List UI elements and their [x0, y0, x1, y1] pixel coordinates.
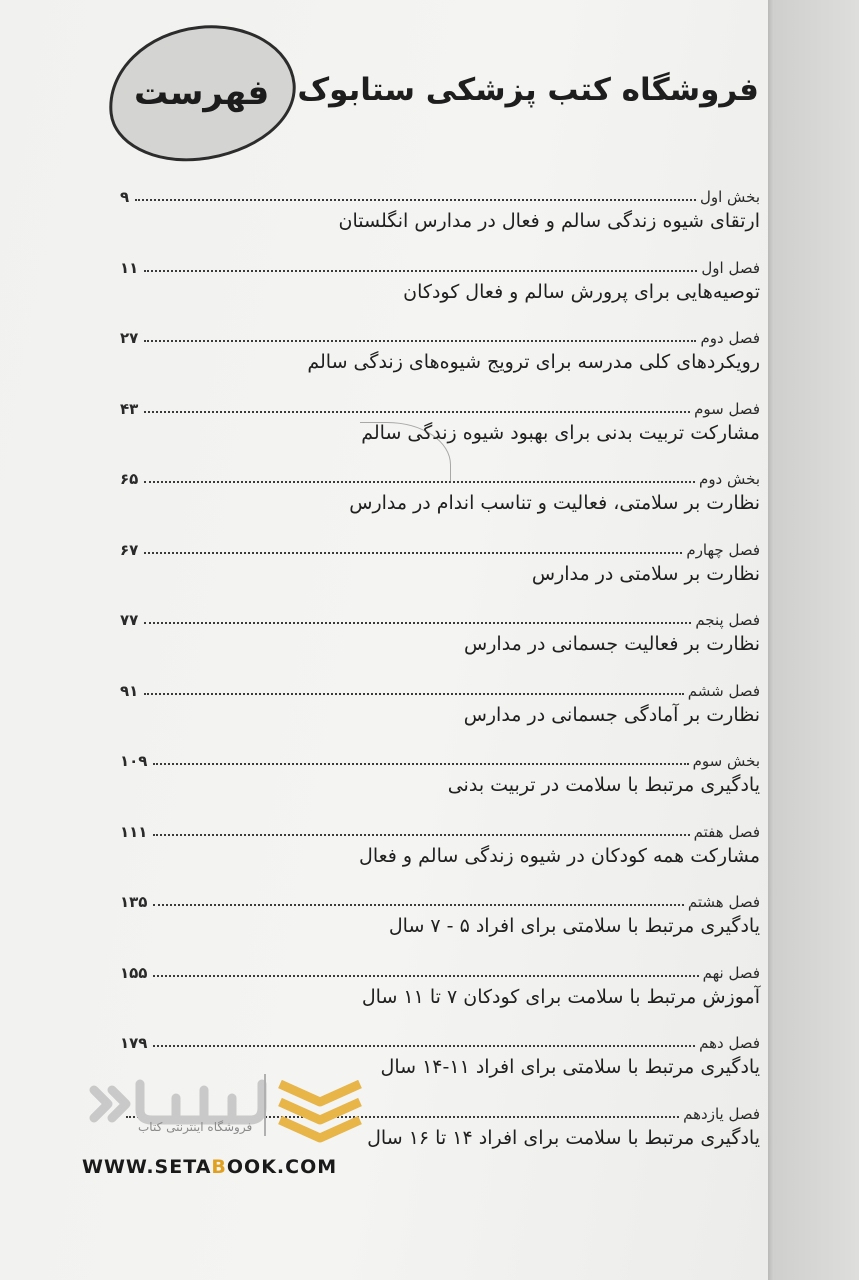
- toc-leader-line: [120, 321, 760, 347]
- dot-leader: [153, 904, 683, 906]
- stacked-books-icon: [274, 1074, 366, 1144]
- dot-leader: [144, 552, 682, 554]
- toc-title: یادگیری مرتبط با سلامتی برای افراد ۱۱-۱۴ سال: [380, 1056, 760, 1078]
- dot-leader: [153, 975, 698, 977]
- website-suffix: OOK.COM: [226, 1156, 338, 1178]
- toc-page-number: ۱۱: [120, 258, 139, 277]
- toc-entry: [120, 885, 760, 955]
- dot-leader: [144, 411, 690, 413]
- toc-entry: [120, 744, 760, 814]
- toc-leader-line: [120, 956, 760, 982]
- dot-leader: [153, 834, 689, 836]
- toc-page-number: ۷۷: [120, 611, 139, 629]
- toc-heading: بخش اول: [699, 188, 760, 206]
- dot-leader: [135, 199, 696, 201]
- toc-heading: فصل دوم: [700, 329, 760, 347]
- toc-title: مشارکت همه کودکان در شیوه زندگی سالم و فعال: [359, 844, 760, 867]
- toc-heading: فصل اول: [701, 258, 760, 277]
- toc-entry: [120, 815, 760, 885]
- dot-leader: [153, 1045, 695, 1047]
- toc-leader-line: [120, 603, 760, 629]
- dot-leader: [153, 763, 688, 765]
- toc-heading: فصل دهم: [699, 1034, 760, 1052]
- toc-heading: فصل یازدهم: [683, 1104, 760, 1123]
- toc-entry: [120, 251, 760, 321]
- toc-page-number: ۱۱۱: [120, 822, 148, 841]
- toc-leader-line: [120, 251, 760, 277]
- toc-page-number: ۶۷: [120, 540, 139, 559]
- toc-title: یادگیری مرتبط با سلامت در تربیت بدنی: [447, 774, 760, 796]
- toc-title: توصیه‌هایی برای پرورش سالم و فعال کودکان: [403, 280, 760, 303]
- toc-heading: فصل نهم: [702, 963, 760, 982]
- toc-entry: [120, 321, 760, 391]
- toc-page-number: ۶۵: [120, 470, 139, 488]
- toc-leader-line: [120, 885, 760, 911]
- toc-entry: [120, 603, 760, 673]
- toc-page-number: ۹: [120, 188, 130, 206]
- website-url: [82, 1156, 337, 1178]
- toc-heading: فصل چهارم: [686, 540, 760, 559]
- toc-page-number: ۴۳: [120, 399, 139, 418]
- toc-entry: [120, 674, 760, 744]
- website-prefix: WWW.SETA: [82, 1156, 212, 1178]
- dot-leader: [144, 622, 691, 624]
- toc-heading: فصل سوم: [694, 399, 760, 418]
- toc-page-number: ۱۷۹: [120, 1034, 148, 1052]
- logo-tagline: فروشگاه اینترنتی کتاب: [138, 1120, 253, 1134]
- toc-leader-line: [120, 1026, 760, 1052]
- toc-entry: [120, 956, 760, 1026]
- toc-title: ارتقای شیوه زندگی سالم و فعال در مدارس انگلستان: [338, 210, 760, 232]
- website-highlight: B: [211, 1156, 227, 1178]
- toc-leader-line: [120, 180, 760, 206]
- toc-title: یادگیری مرتبط با سلامت برای افراد ۱۴ تا ۱۶ سال: [367, 1126, 760, 1149]
- toc-title: آموزش مرتبط با سلامت برای کودکان ۷ تا ۱۱ سال: [361, 985, 760, 1008]
- toc-leader-line: [120, 533, 760, 559]
- toc-leader-line: [120, 744, 760, 770]
- toc-badge-label: فهرست: [134, 73, 270, 114]
- toc-title: نظارت بر سلامتی، فعالیت و تناسب اندام در مدارس: [349, 492, 760, 514]
- toc-page-number: ۲۷: [120, 329, 139, 347]
- toc-heading: فصل پنجم: [695, 611, 760, 629]
- toc-page-number: ۹۱: [120, 681, 139, 700]
- toc-heading: بخش دوم: [699, 470, 760, 488]
- toc-leader-line: [120, 815, 760, 841]
- toc-entry: [120, 533, 760, 603]
- toc-heading: فصل هشتم: [687, 893, 760, 911]
- toc-title: نظارت بر آمادگی جسمانی در مدارس: [463, 703, 760, 726]
- toc-title: رویکردهای کلی مدرسه برای ترویج شیوه‌های زندگی سالم: [307, 351, 760, 373]
- toc-heading: فصل ششم: [687, 681, 760, 700]
- toc-page-number: ۱۵۵: [120, 963, 148, 982]
- toc-heading: فصل هفتم: [693, 822, 760, 841]
- watermark-logo: [60, 1070, 380, 1190]
- toc-heading: بخش سوم: [692, 752, 760, 770]
- toc-title: مشارکت تربیت بدنی برای بهبود شیوه زندگی سالم: [361, 421, 760, 444]
- dot-leader: [144, 340, 696, 342]
- toc-title: نظارت بر فعالیت جسمانی در مدارس: [464, 633, 760, 655]
- store-title: فروشگاه کتب پزشکی ستابوک: [297, 72, 759, 108]
- logo-divider: [264, 1074, 266, 1136]
- toc-title: یادگیری مرتبط با سلامتی برای افراد ۵ - ۷ سال: [388, 915, 760, 937]
- toc-title: نظارت بر سلامتی در مدارس: [531, 562, 760, 585]
- toc-leader-line: [120, 674, 760, 700]
- toc-entry: [120, 180, 760, 250]
- dot-leader: [144, 270, 697, 272]
- toc-leader-line: [120, 392, 760, 418]
- toc-page-number: ۱۰۹: [120, 752, 148, 770]
- dot-leader: [144, 693, 683, 695]
- toc-page-number: ۱۳۵: [120, 893, 148, 911]
